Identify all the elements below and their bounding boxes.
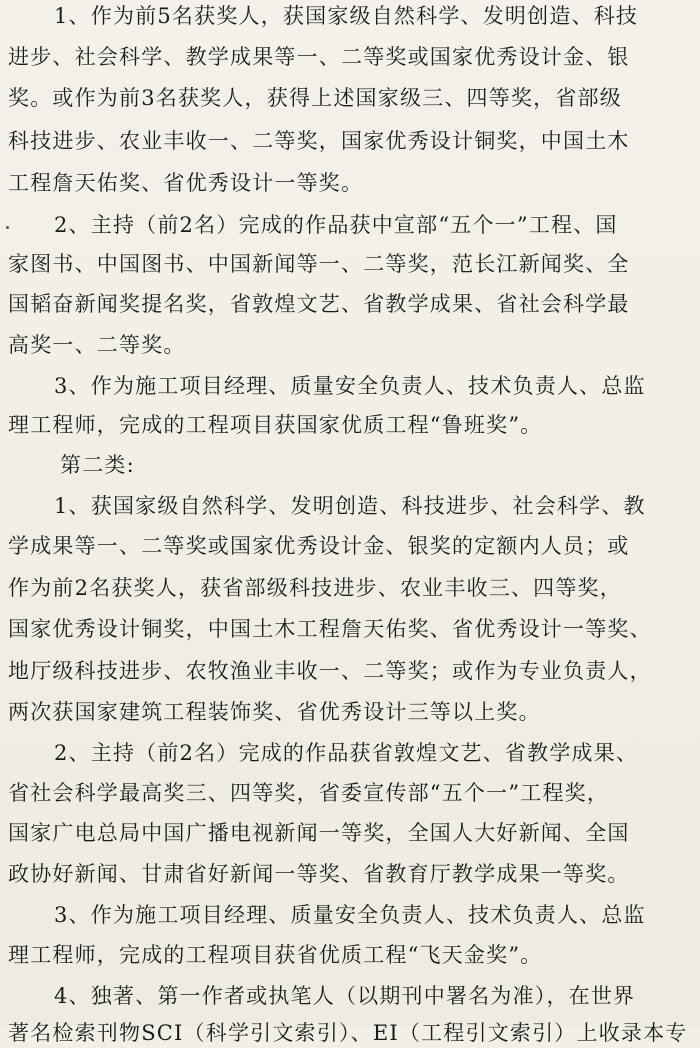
section-heading: 第二类: [60, 453, 135, 477]
text-line: 作为前2名获奖人，获省部级科技进步、农业丰收三、四等奖， [8, 576, 622, 600]
text-line: 工程詹天佑奖、省优秀设计一等奖。 [8, 171, 364, 195]
scan-speck [6, 226, 9, 229]
text-line: 3、作为施工项目经理、质量安全负责人、技术负责人、总监 [54, 374, 646, 398]
text-line: 著名检索刊物SCI（科学引文索引）、EI（工程引文索引）上收录本专 [8, 1021, 688, 1045]
text-line: 地厅级科技进步、农牧渔业丰收一、二等奖；或作为专业负责人， [8, 659, 652, 683]
text-line: 理工程师，完成的工程项目获国家优质工程“鲁班奖”。 [8, 413, 543, 437]
text-line: 国韬奋新闻奖提名奖，省敦煌文艺、省教学成果、省社会科学最 [8, 292, 630, 316]
text-line: 高奖一、二等奖。 [8, 333, 186, 357]
text-line: 省社会科学最高奖三、四等奖，省委宣传部“五个一”工程奖， [8, 781, 610, 805]
text-line: 国家优秀设计铜奖，中国土木工程詹天佑奖、省优秀设计一等奖、 [8, 617, 652, 641]
text-line: 2、主持（前2名）完成的作品获省敦煌文艺、省教学成果、 [54, 741, 639, 765]
text-line: 1、获国家级自然科学、发明创造、科技进步、社会科学、教 [54, 494, 646, 518]
text-line: 1、作为前5名获奖人，获国家级自然科学、发明创造、科技 [54, 4, 639, 28]
text-line: 2、主持（前2名）完成的作品获中宣部“五个一”工程、国 [54, 213, 618, 237]
text-line: 4、独著、第一作者或执笔人（以期刊中署名为准），在世界 [54, 984, 636, 1008]
text-line: 科技进步、农业丰收一、二等奖，国家优秀设计铜奖，中国土木 [8, 129, 630, 153]
text-line: 进步、社会科学、教学成果等一、二等奖或国家优秀设计金、银 [8, 45, 630, 69]
text-line: 国家广电总局中国广播电视新闻一等奖，全国人大好新闻、全国 [8, 821, 630, 845]
text-line: 学成果等一、二等奖或国家优秀设计金、银奖的定额内人员；或 [8, 534, 630, 558]
text-line: 3、作为施工项目经理、质量安全负责人、技术负责人、总监 [54, 903, 646, 927]
text-line: 家图书、中国图书、中国新闻等一、二等奖，范长江新闻奖、全 [8, 252, 630, 276]
text-line: 政协好新闻、甘肃省好新闻一等奖、省教育厅教学成果一等奖。 [8, 862, 630, 886]
text-line: 奖。或作为前3名获奖人，获得上述国家级三、四等奖，省部级 [8, 86, 622, 110]
text-line: 理工程师，完成的工程项目获省优质工程“飞天金奖”。 [8, 943, 543, 967]
text-line: 两次获国家建筑工程装饰奖、省优秀设计三等以上奖。 [8, 700, 541, 724]
